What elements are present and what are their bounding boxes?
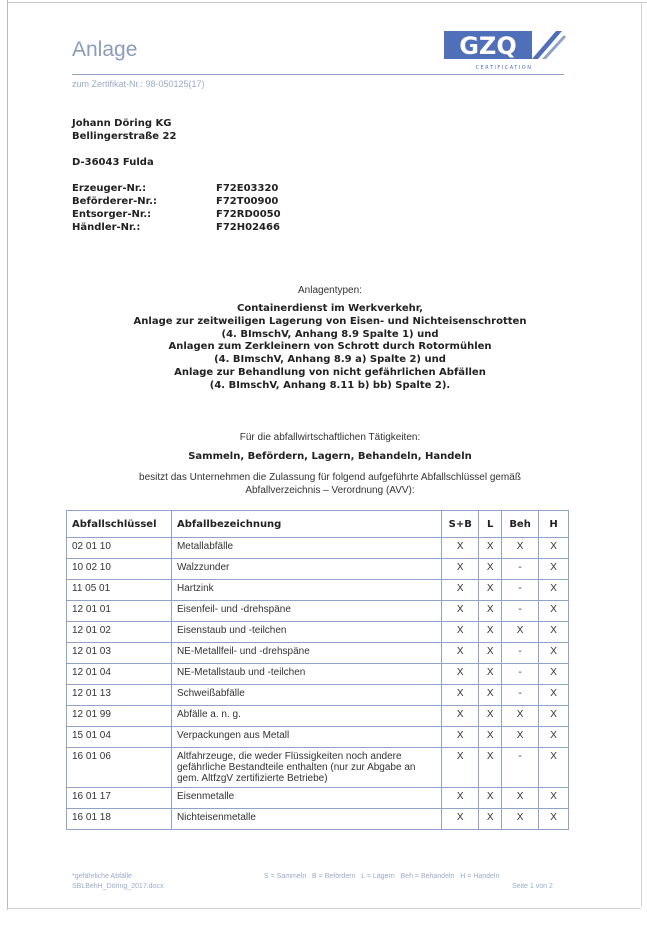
sb-cell: X xyxy=(442,685,479,706)
h-cell: X xyxy=(539,706,569,727)
waste-code-cell: 16 01 06 xyxy=(67,748,172,788)
sb-cell: X xyxy=(442,580,479,601)
beh-cell: X xyxy=(502,788,539,809)
waste-code-cell: 12 01 03 xyxy=(67,643,172,664)
beh-cell: X xyxy=(502,809,539,830)
h-cell: X xyxy=(539,580,569,601)
waste-name-cell: NE-Metallstaub und -teilchen xyxy=(171,664,441,685)
waste-name-cell: Metallabfälle xyxy=(171,538,441,559)
waste-codes-table xyxy=(66,510,569,830)
beh-cell: X xyxy=(502,706,539,727)
waste-name-cell: Walzzunder xyxy=(171,559,441,580)
table-row xyxy=(67,809,569,830)
logo-subtitle: CERTIFICATION xyxy=(475,65,533,71)
facility-type-line: (4. BImschV, Anhang 8.9 a) Spalte 2) und xyxy=(214,354,446,366)
waste-name-cell: Eisenmetalle xyxy=(171,788,441,809)
facility-type-line: (4. BImschV, Anhang 8.9 Spalte 1) und xyxy=(221,328,439,340)
waste-name-cell: Abfälle a. n. g. xyxy=(171,706,441,727)
number-value: F72H02466 xyxy=(216,222,280,233)
l-cell: X xyxy=(479,664,502,685)
beh-cell: - xyxy=(502,601,539,622)
waste-name-cell: Hartzink xyxy=(171,580,441,601)
number-label: Händler-Nr.: xyxy=(72,222,141,233)
activities-list: Sammeln, Befördern, Lagern, Behandeln, Handeln xyxy=(188,451,472,462)
facility-type-line: Anlage zur zeitweiligen Lagerung von Eisen- und Nichteisenschrotten xyxy=(133,315,527,327)
footer-legend: S = Sammeln B = Befördern L = Lagern Beh = Behandeln H = Handeln xyxy=(264,873,500,880)
h-cell: X xyxy=(539,685,569,706)
page-edge xyxy=(7,0,8,910)
sb-cell: X xyxy=(442,601,479,622)
beh-cell: X xyxy=(502,727,539,748)
table-row xyxy=(67,685,569,706)
waste-name-cell: NE-Metallfeil- und -drehspäne xyxy=(171,643,441,664)
footer-filename: SBLBehH_Döring_2017.docx xyxy=(72,883,164,890)
waste-code-cell: 12 01 01 xyxy=(67,601,172,622)
sb-cell: X xyxy=(442,664,479,685)
permit-intro: Abfallverzeichnis – Verordnung (AVV): xyxy=(245,485,415,496)
footer-page-number: Seite 1 von 2 xyxy=(512,883,553,890)
waste-name-cell: Eisenfeil- und -drehspäne xyxy=(171,601,441,622)
waste-code-cell: 16 01 17 xyxy=(67,788,172,809)
l-cell: X xyxy=(479,727,502,748)
number-value: F72E03320 xyxy=(216,183,279,194)
waste-name-cell: Schweißabfälle xyxy=(171,685,441,706)
h-cell: X xyxy=(539,643,569,664)
table-row xyxy=(67,664,569,685)
facility-type-line: Anlage zur Behandlung von nicht gefährlichen Abfällen xyxy=(174,366,486,378)
facility-types-heading: Anlagentypen: xyxy=(298,285,362,296)
sb-cell: X xyxy=(442,748,479,788)
number-value: F72RD0050 xyxy=(216,209,281,220)
permit-intro: besitzt das Unternehmen die Zulassung für folgend aufgeführte Abfallschlüssel gemäß xyxy=(139,472,521,483)
h-cell: X xyxy=(539,727,569,748)
page-edge xyxy=(7,2,647,3)
sb-cell: X xyxy=(442,622,479,643)
column-header: L xyxy=(479,511,502,538)
header-rule xyxy=(72,74,564,75)
table-row xyxy=(67,727,569,748)
sb-cell: X xyxy=(442,706,479,727)
beh-cell: - xyxy=(502,685,539,706)
column-header: Abfallbezeichnung xyxy=(171,511,441,538)
waste-name-cell: Eisenstaub und -teilchen xyxy=(171,622,441,643)
company-name: Johann Döring KG xyxy=(72,118,172,129)
sb-cell: X xyxy=(442,643,479,664)
l-cell: X xyxy=(479,748,502,788)
beh-cell: - xyxy=(502,664,539,685)
l-cell: X xyxy=(479,601,502,622)
company-city: D-36043 Fulda xyxy=(72,157,154,168)
table-row xyxy=(67,748,569,788)
logo-text: GZQ xyxy=(459,32,517,60)
l-cell: X xyxy=(479,706,502,727)
table-row xyxy=(67,643,569,664)
beh-cell: - xyxy=(502,643,539,664)
number-label: Entsorger-Nr.: xyxy=(72,209,152,220)
page-title: Anlage xyxy=(72,38,138,61)
number-label: Beförderer-Nr.: xyxy=(72,196,157,207)
sb-cell: X xyxy=(442,727,479,748)
waste-name-cell: Altfahrzeuge, die weder Flüssigkeiten noch andere gefährliche Bestandteile enthalten (nur zur Abgabe an gem. AltfzgV zertifizierte Betriebe) xyxy=(171,748,441,788)
waste-code-cell: 02 01 10 xyxy=(67,538,172,559)
sb-cell: X xyxy=(442,559,479,580)
beh-cell: - xyxy=(502,748,539,788)
beh-cell: X xyxy=(502,622,539,643)
table-header-row xyxy=(67,511,569,538)
beh-cell: - xyxy=(502,580,539,601)
table-row xyxy=(67,580,569,601)
beh-cell: X xyxy=(502,538,539,559)
h-cell: X xyxy=(539,622,569,643)
table-row xyxy=(67,538,569,559)
waste-code-cell: 12 01 13 xyxy=(67,685,172,706)
certificate-number: zum Zertifikat-Nr.: 98-050125(17) xyxy=(72,79,205,89)
activities-heading: Für die abfallwirtschaftlichen Tätigkeiten: xyxy=(239,432,421,443)
h-cell: X xyxy=(539,748,569,788)
table-row xyxy=(67,622,569,643)
l-cell: X xyxy=(479,559,502,580)
l-cell: X xyxy=(479,643,502,664)
waste-code-cell: 12 01 02 xyxy=(67,622,172,643)
company-street: Bellingerstraße 22 xyxy=(72,131,177,142)
waste-name-cell: Nichteisenmetalle xyxy=(171,809,441,830)
l-cell: X xyxy=(479,622,502,643)
gzq-logo xyxy=(444,28,566,72)
page-edge xyxy=(7,908,641,909)
l-cell: X xyxy=(479,580,502,601)
table-row xyxy=(67,706,569,727)
facility-type-line: (4. BImschV, Anhang 8.11 b) bb) Spalte 2). xyxy=(209,379,451,391)
facility-types-text xyxy=(60,303,600,393)
sb-cell: X xyxy=(442,538,479,559)
facility-type-line: Anlagen zum Zerkleinern von Schrott durch Rotormühlen xyxy=(168,341,492,353)
table-row xyxy=(67,559,569,580)
column-header: Beh xyxy=(502,511,539,538)
waste-code-cell: 10 02 10 xyxy=(67,559,172,580)
number-label: Erzeuger-Nr.: xyxy=(72,183,147,194)
sb-cell: X xyxy=(442,809,479,830)
h-cell: X xyxy=(539,559,569,580)
table-row xyxy=(67,788,569,809)
waste-code-cell: 11 05 01 xyxy=(67,580,172,601)
footer-note: *gefährliche Abfälle xyxy=(72,873,132,880)
waste-name-cell: Verpackungen aus Metall xyxy=(171,727,441,748)
h-cell: X xyxy=(539,601,569,622)
number-value: F72T00900 xyxy=(216,196,279,207)
h-cell: X xyxy=(539,809,569,830)
table-row xyxy=(67,601,569,622)
h-cell: X xyxy=(539,788,569,809)
beh-cell: - xyxy=(502,559,539,580)
column-header: H xyxy=(539,511,569,538)
waste-code-cell: 12 01 99 xyxy=(67,706,172,727)
waste-code-cell: 15 01 04 xyxy=(67,727,172,748)
l-cell: X xyxy=(479,809,502,830)
h-cell: X xyxy=(539,664,569,685)
facility-type-line: Containerdienst im Werkverkehr, xyxy=(237,303,423,314)
column-header: Abfallschlüssel xyxy=(67,511,172,538)
l-cell: X xyxy=(479,538,502,559)
page-edge xyxy=(641,2,642,907)
column-header: S+B xyxy=(442,511,479,538)
waste-code-cell: 16 01 18 xyxy=(67,809,172,830)
h-cell: X xyxy=(539,538,569,559)
l-cell: X xyxy=(479,788,502,809)
waste-code-cell: 12 01 04 xyxy=(67,664,172,685)
sb-cell: X xyxy=(442,788,479,809)
l-cell: X xyxy=(479,685,502,706)
